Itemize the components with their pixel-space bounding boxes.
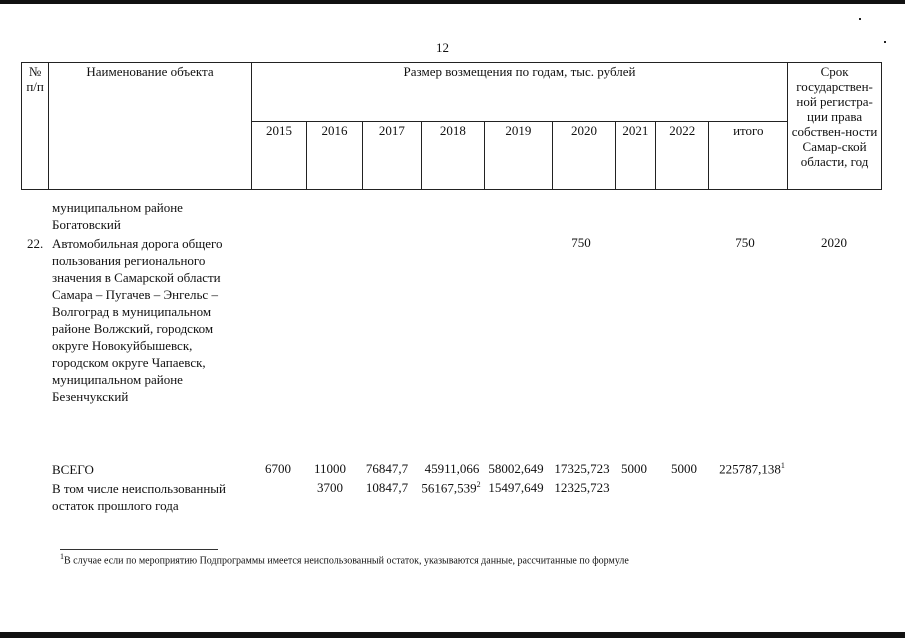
including-label: В том числе неиспользованный остаток прошлого года	[52, 481, 226, 513]
header-name: Наименование объекта	[49, 63, 252, 190]
header-term: Срок государствен-ной регистра-ции права собствен-ности Самар-ской области, год	[788, 63, 882, 190]
header-amount: Размер возмещения по годам, тыс. рублей	[251, 63, 787, 122]
header-year-2016: 2016	[307, 122, 362, 190]
incl-2020: 12325,723	[554, 480, 610, 495]
footnote-divider	[60, 549, 218, 550]
footnote-mark: 1	[60, 552, 64, 561]
total-2017: 76847,7	[365, 461, 409, 476]
header-year-2018: 2018	[422, 122, 485, 190]
incl-2018: 56167,539$^2$	[421, 480, 481, 496]
row22-name: Автомобильная дорога общего пользования регионального значения в Самарской области Самара – Пугачев – Энгельс – Волгоград в муниципальном районе Волжский, городском округе Новокуйбышевск, городском округе Чапаевск, муниципальном районе Безенчукский	[52, 236, 223, 404]
footnote-text: В случае если по мероприятию Подпрограммы имеется неиспользованный остаток, указываются данные, рассчитанные по формуле	[64, 555, 629, 567]
scan-speck	[859, 18, 861, 20]
row22-2020: 750	[571, 235, 591, 250]
scan-speck	[884, 41, 886, 43]
header-year-2017: 2017	[362, 122, 421, 190]
incl-2019: 15497,649	[488, 480, 544, 495]
total-2019: 58002,649	[488, 461, 544, 476]
total-2016: 11000	[313, 461, 347, 476]
total-2015: 6700	[265, 461, 291, 476]
continuation-text: муниципальном районе Богатовский	[52, 200, 183, 232]
total-sum: 225787,138$^1$	[719, 461, 785, 477]
incl-2016: 3700	[317, 480, 343, 495]
page-number: 12	[436, 40, 449, 55]
compensation-table-header	[21, 62, 882, 190]
total-2018: 45911,066	[424, 461, 480, 476]
header-total: итого	[709, 122, 788, 190]
incl-2017: 10847,7	[365, 480, 409, 495]
total-label: ВСЕГО	[52, 462, 94, 477]
footnote	[60, 552, 629, 566]
total-2020: 17325,723	[554, 461, 610, 476]
total-2021: 5000	[621, 461, 647, 476]
header-year-2021: 2021	[615, 122, 655, 190]
header-year-2020: 2020	[553, 122, 616, 190]
header-year-2015: 2015	[251, 122, 306, 190]
bottom-border	[0, 632, 905, 638]
total-2022: 5000	[671, 461, 697, 476]
header-year-2019: 2019	[484, 122, 553, 190]
top-border	[0, 0, 905, 4]
footnote-ref: 2	[476, 480, 481, 489]
header-no: № п/п	[22, 63, 49, 190]
footnote-ref: 1	[780, 461, 785, 470]
row22-number: 22.	[27, 236, 44, 251]
row22-term: 2020	[821, 235, 847, 250]
row22-total: 750	[735, 235, 755, 250]
header-year-2022: 2022	[656, 122, 709, 190]
